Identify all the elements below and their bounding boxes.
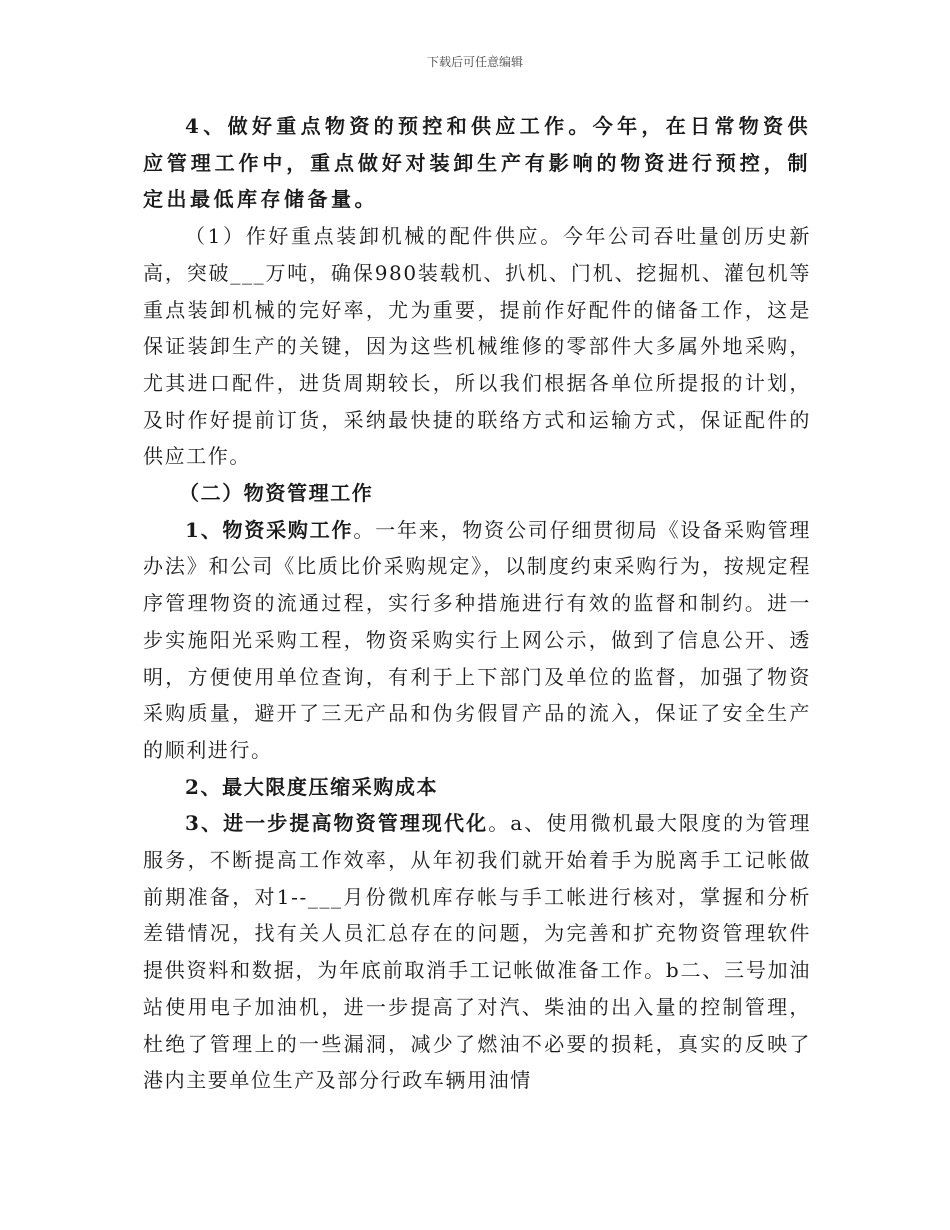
section-4-paragraph <box>143 108 811 218</box>
paragraph-text: 。一年来，物资公司仔细贯彻局《设备采购管理办法》和公司《比质比价采购规定》，以制度约束采购行为，按规定程序管理物资的流通过程，实行多种措施进行有效的监督和制约。进一步实施阳光采购工程，物资采购实行上网公示，做到了信息公开、透明，方便使用单位查询，有利于上下部门及单位的监督，加强了物资采购质量，避开了三无产品和伪劣假冒产品的流入，保证了安全生产的顺利进行。 <box>143 517 811 762</box>
paragraph-lead: 4、做好重点物资的预控和供应工作。今年，在日常物资供应管理工作中，重点做好对装卸生产有影响的物资进行预控，制定出最低库存储备量。 <box>143 114 811 212</box>
purchasing-paragraph <box>143 512 811 769</box>
document-body <box>143 108 811 1099</box>
paragraph-lead: 3、进一步提高物资管理现代化 <box>185 811 489 836</box>
heading-text: 2、最大限度压缩采购成本 <box>185 774 439 799</box>
paragraph-lead: 1、物资采购工作 <box>185 517 354 542</box>
page-header: 下载后可任意编辑 <box>426 55 523 69</box>
subsection-heading <box>143 475 811 512</box>
modernization-paragraph <box>143 805 811 1099</box>
item-1-paragraph <box>143 218 811 475</box>
paragraph-text: 。a、使用微机最大限度的为管理服务，不断提高工作效率，从年初我们就开始着手为脱离手工记帐做前期准备，对1--___月份微机库存帐与手工帐进行核对，掌握和分析差错情况，找有关人员汇总存在的问题，为完善和扩充物资管理软件提供资料和数据，为年底前取消手工记帐做准备工作。b二、三号加油站使用电子加油机，进一步提高了对汽、柴油的出入量的控制管理，杜绝了管理上的一些漏洞，减少了燃油不必要的损耗，真实的反映了港内主要单位生产及部分行政车辆用油情 <box>143 811 811 1093</box>
heading-text: （二）物资管理工作 <box>179 481 374 506</box>
paragraph-text: （1）作好重点装卸机械的配件供应。今年公司吞吐量创历史新高，突破___万吨，确保980装载机、扒机、门机、挖掘机、灌包机等重点装卸机械的完好率，尤为重要，提前作好配件的储备工作，这是保证装卸生产的关键，因为这些机械维修的零部件大多属外地采购，尤其进口配件，进货周期较长，所以我们根据各单位所提报的计划，及时作好提前订货，采纳最快捷的联络方式和运输方式，保证配件的供应工作。 <box>143 224 811 469</box>
cost-heading <box>143 769 811 806</box>
